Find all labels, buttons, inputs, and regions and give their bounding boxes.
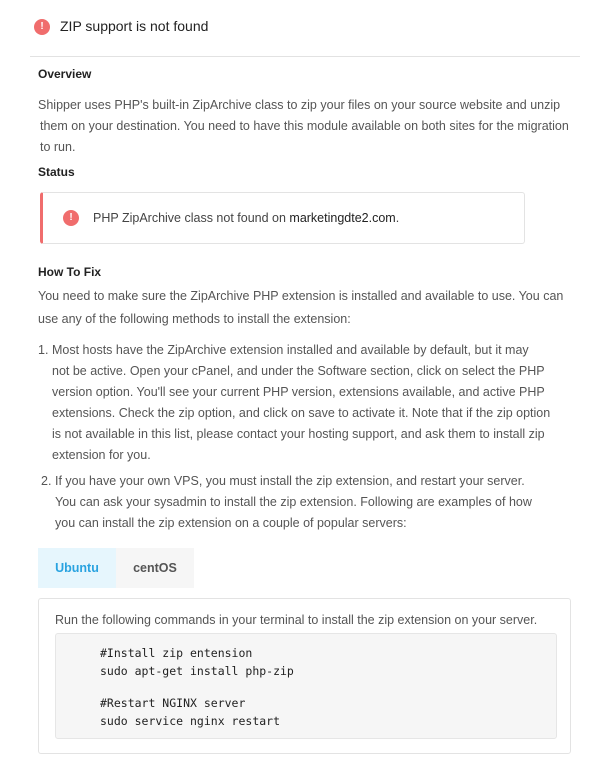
overview-text [38, 95, 569, 158]
overview-line: to run. [40, 140, 76, 154]
status-message-suffix: . [395, 211, 400, 225]
list-item-body [55, 471, 571, 534]
os-tabs [38, 548, 194, 588]
intro-line: use any of the following methods to install the extension: [38, 312, 351, 326]
list-item-number: 2. [41, 474, 52, 488]
list-item-line: If you have your own VPS, you must install the zip extension, and restart your server. [55, 474, 525, 488]
list-item-line: extension for you. [52, 448, 151, 462]
list-item-line: not be active. Open your cPanel, and under the Software section, click on select the PHP [52, 364, 545, 378]
page-title: ZIP support is not found [60, 18, 209, 34]
tab-centos[interactable]: centOS [116, 548, 194, 588]
command-panel [38, 598, 571, 754]
overview-heading: Overview [38, 67, 92, 81]
intro-line: You need to make sure the ZipArchive PHP extension is installed and available to use. You can [38, 289, 564, 303]
status-heading: Status [38, 165, 75, 179]
code-line: sudo apt-get install php-zip [100, 664, 294, 678]
code-line: #Install zip entension [100, 646, 253, 660]
error-icon: ! [63, 210, 79, 226]
command-intro: Run the following commands in your terminal to install the zip extension on your server. [55, 613, 538, 627]
status-box [40, 192, 525, 244]
code-line: sudo service nginx restart [100, 714, 281, 728]
error-icon: ! [34, 19, 50, 35]
list-item-line: version option. You'll see your current PHP version, extensions available, and active PHP [52, 385, 545, 399]
list-item-line: extensions. Check the zip option, and click on save to activate it. Note that if the zip option [52, 406, 551, 420]
how-to-fix-intro [38, 286, 563, 330]
status-domain: marketingdte2.com [289, 211, 396, 225]
status-message-prefix: PHP ZipArchive class not found on [93, 211, 290, 225]
tab-ubuntu[interactable]: Ubuntu [38, 548, 116, 588]
list-item-line: is not available in this list, please contact your hosting support, and ask them to install zip [52, 427, 545, 441]
overview-line: them on your destination. You need to have this module available on both sites for the migration [40, 119, 569, 133]
list-item-line: Most hosts have the ZipArchive extension installed and available by default, but it may [52, 343, 529, 357]
code-gap [100, 680, 556, 694]
code-line: #Restart NGINX server [100, 696, 246, 710]
list-item [38, 340, 568, 466]
code-block[interactable] [55, 633, 557, 739]
list-item-body [52, 340, 568, 466]
list-item-line: You can ask your sysadmin to install the zip extension. Following are examples of how [55, 495, 532, 509]
list-item-number: 1. [38, 343, 49, 357]
status-message [93, 211, 399, 225]
how-to-fix-heading: How To Fix [38, 265, 102, 279]
list-item-line: you can install the zip extension on a couple of popular servers: [55, 516, 407, 530]
overview-line: Shipper uses PHP's built-in ZipArchive class to zip your files on your source website and unzip [38, 98, 561, 112]
header-divider [30, 56, 580, 57]
list-item [41, 471, 571, 534]
